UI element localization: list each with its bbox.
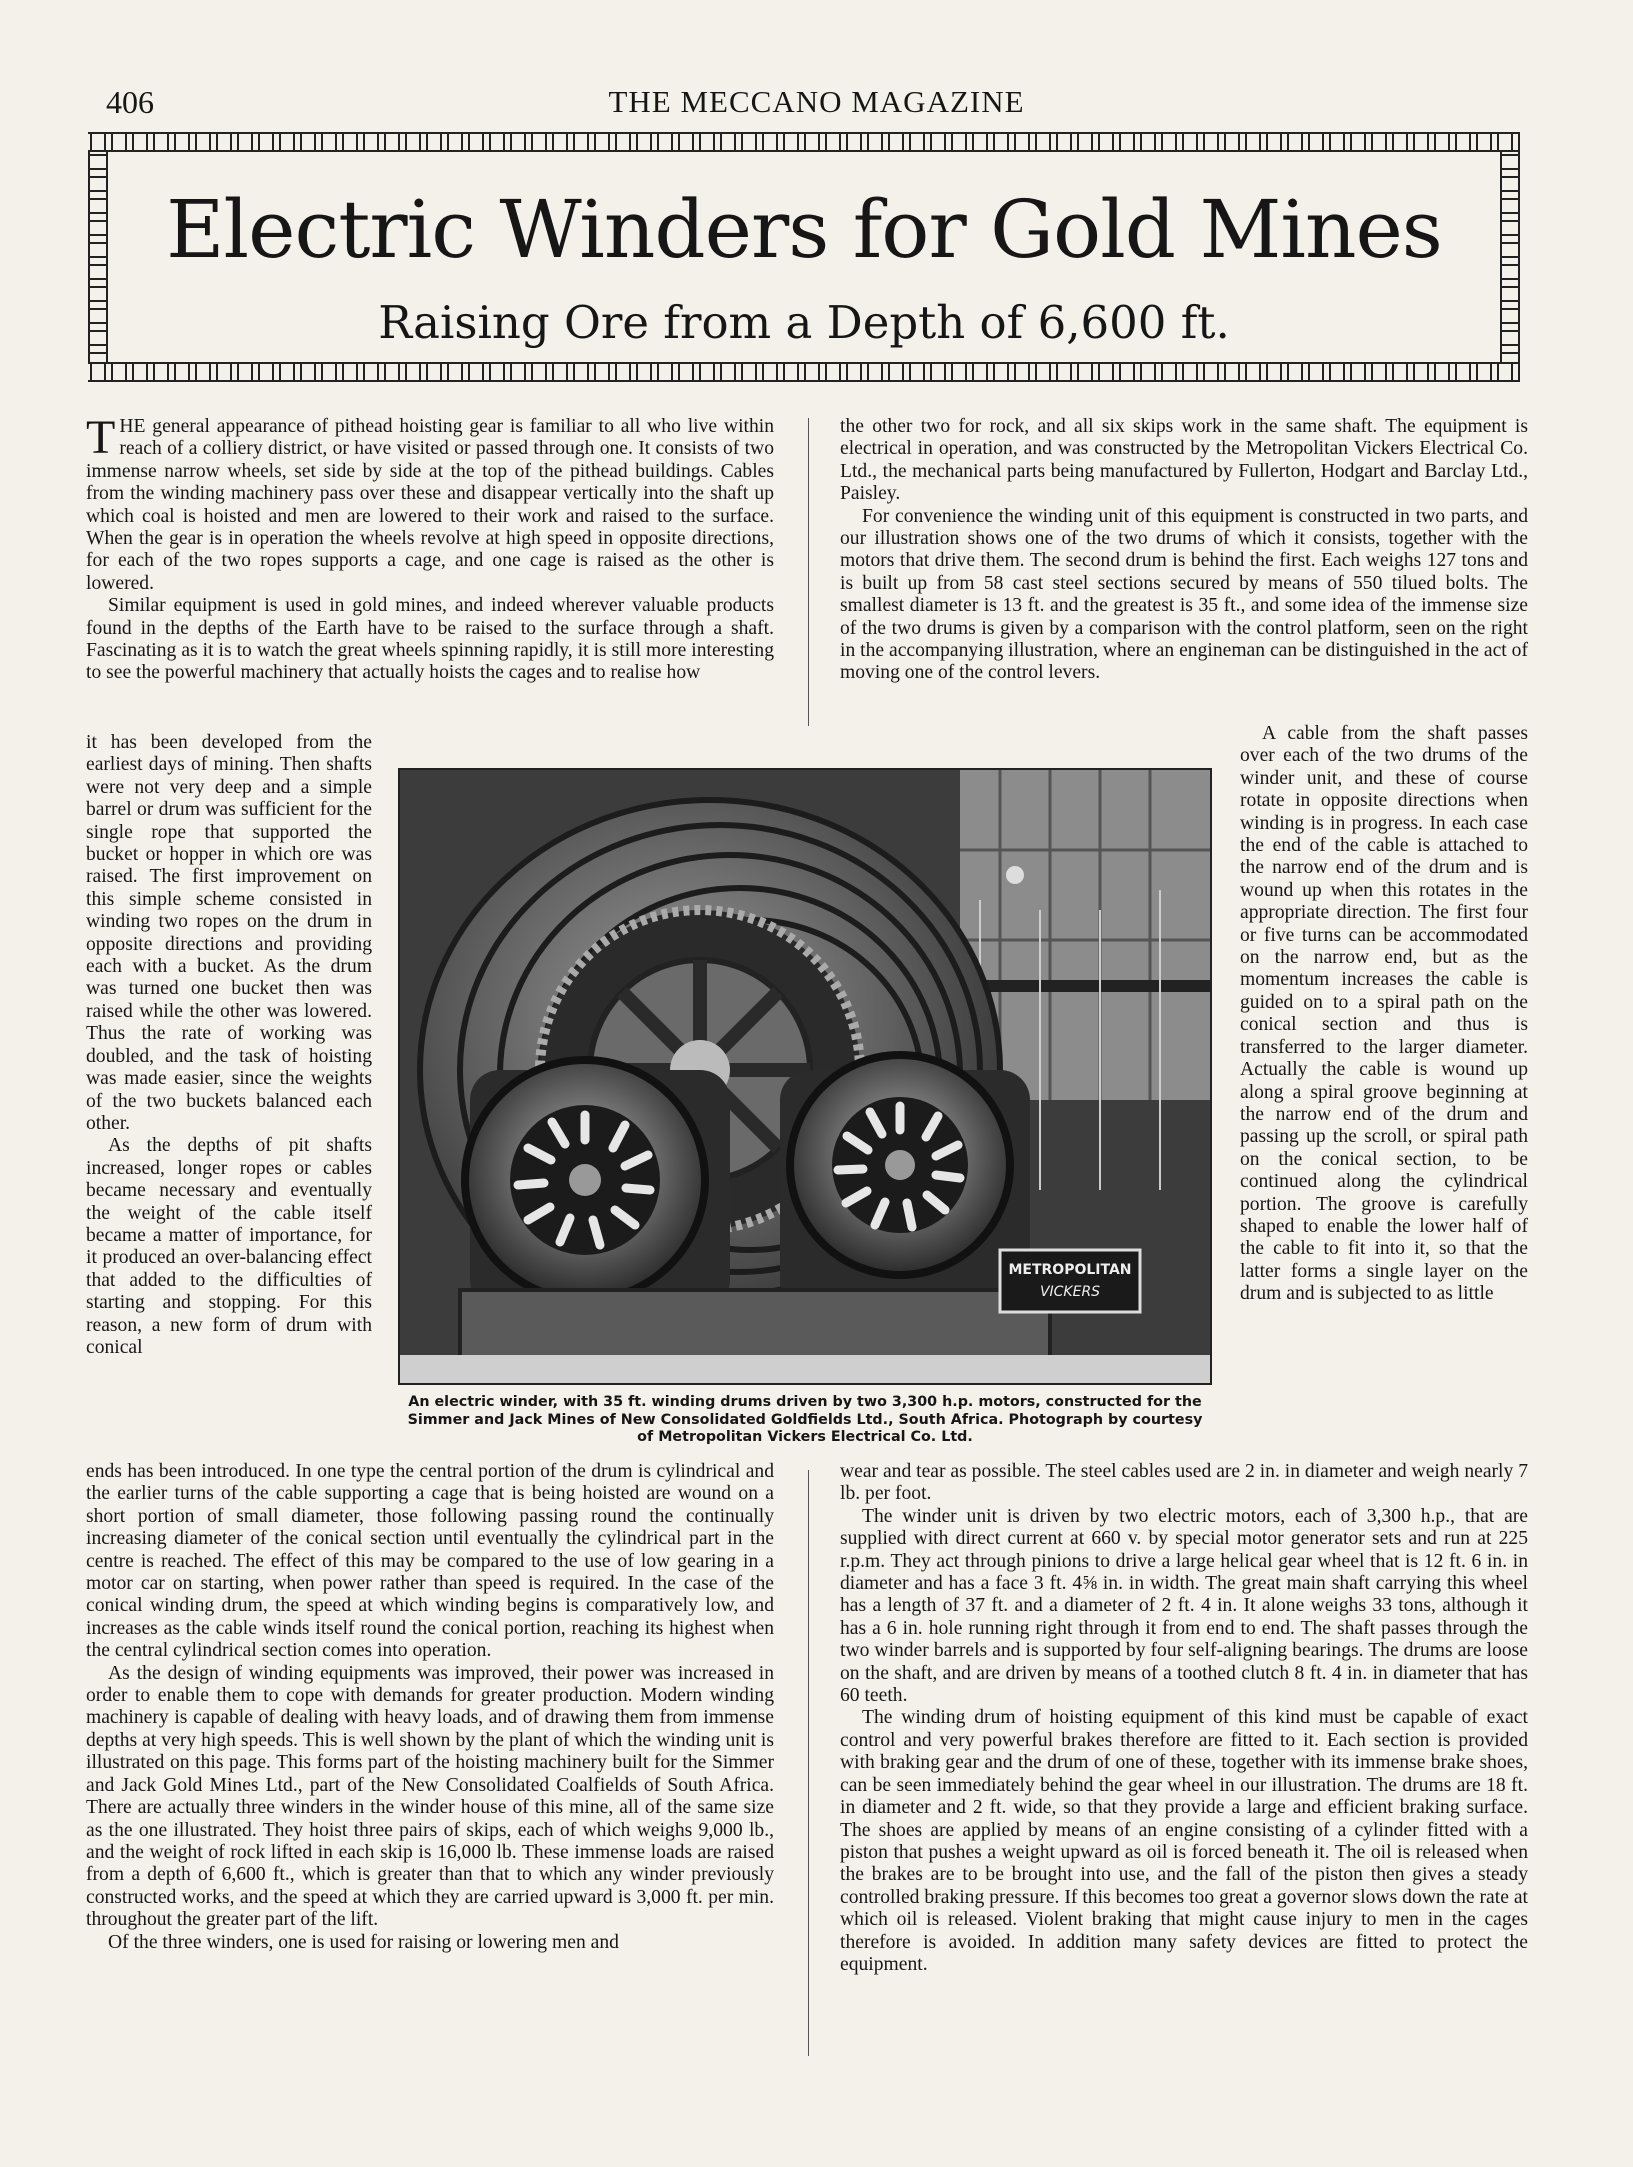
paragraph: The winding drum of hoisting equipment of this kind must be capable of exact control and very powerful brakes therefore are fitted to it. Each section is provided with braking gear and the drum of one of these, together with its immense brake shoes, can be seen immediately behind the gear wheel in our illustration. The drums are 18 ft. in diameter and 2 ft. wide, so that they provide a large and efficient braking surface. The shoes are applied by means of an engine consisting of a cylinder fitted with a piston that pushes a weight upward as oil is forced beneath it. The oil is released when the brakes are to be brought into use, and the fall of the piston then gives a steady controlled braking pressure. If this becomes too great a governor slows down the rate at which oil is released. Violent braking that might cause injury to men in the cages therefore is avoided. In addition many safety devices are fitted to protect the equipment. bbox=[840, 1707, 1528, 1975]
text-column-left-top bbox=[86, 411, 774, 685]
column-rule bbox=[808, 1470, 809, 2056]
paragraph: ends has been introduced. In one type the central portion of the drum is cylindrical and the earlier turns of the cable supporting a cage that is being hoisted are wound on a short portion of small diameter, those following passing round the continually increasing diameter of the conical section until eventually the cylindrical part in the centre is reached. The effect of this may be compared to the use of low gearing in a motor car on starting, when power rather than speed is required. In the case of the conical winding drum, the speed at which winding begins is comparatively low, and increases as the cable winds itself round the conical portion, reaching its highest when the central cylindrical section comes into operation. bbox=[86, 1461, 774, 1662]
paragraph: it has been developed from the earliest days of mining. Then shafts were not very deep and a simple barrel or drum was sufficient for the single rope that supported the bucket or hopper in which ore was raised. The first improvement on this simple scheme consisted in winding two ropes on the drum in opposite directions and providing each with a bucket. As the drum was turned one bucket then was raised while the other was lowered. Thus the rate of working was doubled, and the task of hoisting was made easier, since the weights of the two buckets balanced each other. bbox=[86, 732, 372, 1134]
column-rule bbox=[808, 418, 809, 726]
electric-motor-right bbox=[780, 1055, 1030, 1310]
text-column-right-bottom bbox=[840, 1461, 1528, 1976]
paragraph: As the depths of pit shafts increased, longer ropes or cables became necessary and eventually the weight of the cable itself became a matter of importance, for it produced an over-balancing effect that added to the difficulties of starting and stopping. For this reason, a new form of drum with conical bbox=[86, 1135, 372, 1358]
paragraph: wear and tear as possible. The steel cables used are 2 in. in diameter and weigh nearly 7 lb. per foot. bbox=[840, 1461, 1528, 1505]
border-top bbox=[88, 132, 1520, 152]
nameplate bbox=[1000, 1250, 1140, 1312]
text-column-right-top bbox=[840, 416, 1528, 685]
photo-caption: An electric winder, with 35 ft. winding drums driven by two 3,300 h.p. motors, constructed for the Simmer and Jack Mines of New Consolidated Goldfields Ltd., South Africa. Photograph by courtesy of Metropolitan Vickers Electrical Co. Ltd. bbox=[407, 1394, 1203, 1445]
nameplate-line1: METROPOLITAN bbox=[1008, 1262, 1132, 1278]
electric-motor-left bbox=[465, 1060, 730, 1310]
paragraph: As the design of winding equipments was improved, their power was increased in order to enable them to cope with demands for greater production. Modern winding machinery is capable of dealing with heavy loads, and of drawing them from immense depths at very high speeds. This is well shown by the plant of which the winding unit is illustrated on this page. This forms part of the hoisting machinery built for the Simmer and Jack Gold Mines Ltd., part of the New Consolidated Coalfields of South Africa. There are actually three winders in the winder house of this mine, all of the same size as the one illustrated. They hoist three pairs of skips, each of which weighs 9,000 lb., and the weight of rock lifted in each skip is 16,000 lb. These immense loads are raised from a depth of 6,600 ft., which is greater than that to which any winder previously constructed works, and the speed at which they are carried upward is 3,000 ft. per min. throughout the greater part of the lift. bbox=[86, 1662, 774, 1931]
paragraph bbox=[86, 411, 774, 595]
text-column-left-narrow bbox=[86, 732, 372, 1359]
text-column-right-narrow bbox=[1240, 723, 1528, 1306]
title-box bbox=[88, 132, 1520, 382]
floor bbox=[400, 1355, 1210, 1383]
paragraph: the other two for rock, and all six skips work in the same shaft. The equipment is electrical in operation, and was constructed by the Metropolitan Vickers Electrical Co. Ltd., the mechanical parts being manufactured by Fullerton, Hodgart and Barclay Ltd., Paisley. bbox=[840, 416, 1528, 505]
page-number: 406 bbox=[106, 84, 154, 120]
nameplate-line2: VICKERS bbox=[1039, 1284, 1101, 1300]
gauge-icon bbox=[1006, 866, 1024, 884]
paragraph: The winder unit is driven by two electric motors, each of 3,300 h.p., that are supplied with direct current at 660 v. by special motor generator sets and run at 225 r.p.m. They act through pinions to drive a large helical gear wheel that is 12 ft. 6 in. in diameter and has a face 3 ft. 4⅝ in. in width. The great main shaft carrying this wheel has a length of 37 ft. and a diameter of 2 ft. 4 in. It alone weighs 33 tons, although it has a 6 in. hole running right through it from end to end. The shaft passes through the two winder barrels and is supported by four self-aligning bearings. The drums are loose on the shaft, and are driven by means of a toothed clutch 8 ft. 4 in. in diameter that has 60 teeth. bbox=[840, 1505, 1528, 1707]
running-head: THE MECCANO MAGAZINE bbox=[608, 84, 1025, 119]
paragraph-text: HE general appearance of pithead hoisting gear is familiar to all who live within reach of a colliery district, or have visited or passed through one. It consists of two immense narrow wheels, set side by side at the top of the pithead buildings. Cables from the winding machinery pass over these and disappear vertically into the shaft up which coal is hoisted and men are lowered to their work and raised to the surface. When the gear is in operation the wheels revolve at high speed in opposite directions, for each of the two ropes supports a cage, and one cage is raised as the other is lowered. bbox=[86, 416, 774, 594]
text-column-left-bottom bbox=[86, 1461, 774, 1954]
winder-photograph bbox=[398, 768, 1212, 1385]
border-bottom bbox=[88, 362, 1520, 382]
article-subtitle: Raising Ore from a Depth of 6,600 ft. bbox=[378, 296, 1230, 349]
paragraph: Of the three winders, one is used for raising or lowering men and bbox=[108, 1931, 619, 1953]
control-platform bbox=[960, 980, 1210, 992]
paragraph: For convenience the winding unit of this equipment is constructed in two parts, and our illustration shows one of the two drums of which it consists, together with the motors that drive them. The second drum is behind the first. Each weighs 127 tons and is built up from 58 cast steel sections secured by means of 550 tilued bolts. The smallest diameter is 13 ft. and the greatest is 35 ft., and some idea of the immense size of the two drums is given by a comparison with the control platform, seen on the right in the accompanying illustration, where an engineman can be distinguished in the act of moving one of the control levers. bbox=[840, 505, 1528, 684]
winder-illustration bbox=[400, 770, 1210, 1383]
paragraph: A cable from the shaft passes over each of the two drums of the winder unit, and these of course rotate in opposite directions when winding is in progress. In each case the end of the cable is attached to the narrow end of the drum and is wound up when this rotates in the appropriate direction. The first four or five turns can be accommodated on the narrow end, but as the momentum increases the cable is guided on to a spiral path on the conical section and thus is transferred to the larger diameter. Actually the cable is wound up along a spiral groove beginning at the narrow end of the drum and passing up the scroll, or spiral path on the conical section, to be continued along the cylindrical portion. The groove is carefully shaped to enable the lower half of the cable to fit into it, so that the latter forms a single layer on the drum and is subjected to as little bbox=[1240, 723, 1528, 1305]
drop-cap: T bbox=[86, 411, 116, 464]
bedplate bbox=[460, 1290, 1050, 1360]
article-title: Electric Winders for Gold Mines bbox=[166, 183, 1442, 276]
paragraph: Similar equipment is used in gold mines, and indeed wherever valuable products found in the depths of the Earth have to be raised to the surface through a shaft. Fascinating as it is to watch the great wheels spinning rapidly, it is still more interesting to see the powerful machinery that actually hoists the cages and to realise how bbox=[86, 595, 774, 684]
